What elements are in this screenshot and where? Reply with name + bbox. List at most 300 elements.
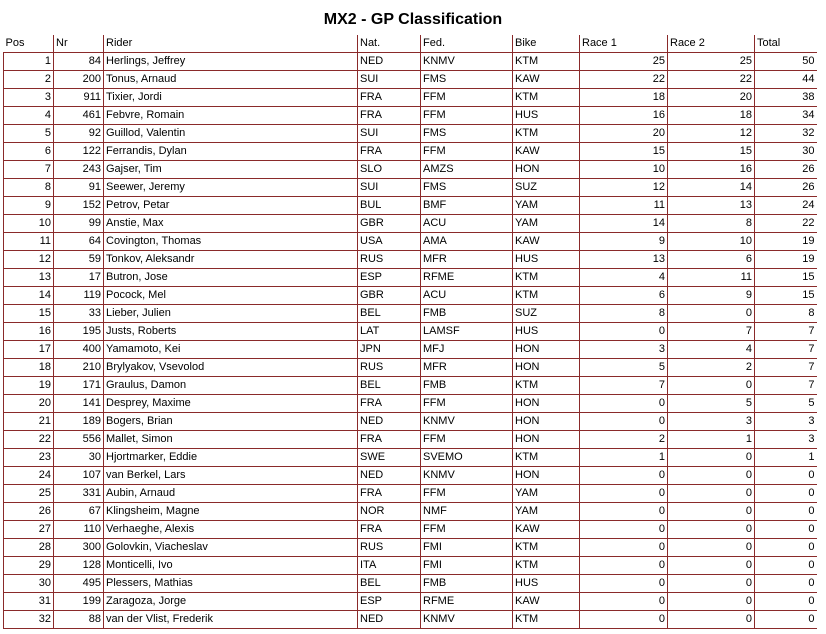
cell-race1: 22 [580, 71, 668, 89]
cell-nat: FRA [358, 521, 421, 539]
table-row [4, 377, 817, 395]
cell-nat: ESP [358, 593, 421, 611]
cell-fed: FMS [421, 179, 513, 197]
cell-race1: 0 [580, 557, 668, 575]
column-header-pos: Pos [4, 35, 54, 53]
cell-bike: KTM [513, 377, 580, 395]
cell-nr: 17 [54, 269, 104, 287]
table-row [4, 89, 817, 107]
cell-pos: 13 [4, 269, 54, 287]
cell-nat: NED [358, 53, 421, 71]
cell-nat: NED [358, 467, 421, 485]
cell-rider: Febvre, Romain [104, 107, 358, 125]
column-header-total: Total [755, 35, 817, 53]
cell-total: 30 [755, 143, 817, 161]
cell-nat: FRA [358, 485, 421, 503]
cell-race2: 12 [668, 125, 755, 143]
cell-bike: YAM [513, 215, 580, 233]
cell-rider: Golovkin, Viacheslav [104, 539, 358, 557]
cell-nat: BEL [358, 377, 421, 395]
cell-rider: Hjortmarker, Eddie [104, 449, 358, 467]
cell-nr: 99 [54, 215, 104, 233]
cell-pos: 18 [4, 359, 54, 377]
cell-race1: 13 [580, 251, 668, 269]
cell-pos: 15 [4, 305, 54, 323]
cell-race2: 0 [668, 557, 755, 575]
table-row [4, 395, 817, 413]
cell-nat: SLO [358, 161, 421, 179]
cell-nr: 556 [54, 431, 104, 449]
cell-rider: Mallet, Simon [104, 431, 358, 449]
table-row [4, 557, 817, 575]
cell-nr: 30 [54, 449, 104, 467]
cell-nat: NED [358, 611, 421, 629]
cell-nat: FRA [358, 395, 421, 413]
cell-race1: 3 [580, 341, 668, 359]
cell-nr: 243 [54, 161, 104, 179]
cell-rider: Tixier, Jordi [104, 89, 358, 107]
cell-bike: HON [513, 341, 580, 359]
cell-rider: Tonkov, Aleksandr [104, 251, 358, 269]
cell-fed: SVEMO [421, 449, 513, 467]
cell-nat: NED [358, 413, 421, 431]
cell-race1: 15 [580, 143, 668, 161]
cell-total: 15 [755, 269, 817, 287]
cell-race1: 20 [580, 125, 668, 143]
cell-fed: AMZS [421, 161, 513, 179]
cell-pos: 24 [4, 467, 54, 485]
cell-pos: 7 [4, 161, 54, 179]
cell-pos: 30 [4, 575, 54, 593]
cell-bike: KTM [513, 449, 580, 467]
cell-nr: 199 [54, 593, 104, 611]
cell-bike: KTM [513, 53, 580, 71]
cell-nat: USA [358, 233, 421, 251]
table-row [4, 305, 817, 323]
cell-race2: 22 [668, 71, 755, 89]
cell-rider: Graulus, Damon [104, 377, 358, 395]
cell-fed: FFM [421, 485, 513, 503]
cell-fed: FMB [421, 305, 513, 323]
cell-pos: 3 [4, 89, 54, 107]
cell-total: 26 [755, 161, 817, 179]
cell-rider: Plessers, Mathias [104, 575, 358, 593]
table-row [4, 341, 817, 359]
cell-total: 0 [755, 485, 817, 503]
cell-race1: 0 [580, 395, 668, 413]
table-row [4, 323, 817, 341]
table-row [4, 125, 817, 143]
cell-bike: KTM [513, 269, 580, 287]
cell-race2: 0 [668, 305, 755, 323]
cell-pos: 25 [4, 485, 54, 503]
cell-race2: 7 [668, 323, 755, 341]
cell-nr: 152 [54, 197, 104, 215]
cell-fed: NMF [421, 503, 513, 521]
cell-total: 38 [755, 89, 817, 107]
cell-race1: 11 [580, 197, 668, 215]
cell-rider: Zaragoza, Jorge [104, 593, 358, 611]
cell-nr: 110 [54, 521, 104, 539]
cell-rider: Butron, Jose [104, 269, 358, 287]
cell-pos: 6 [4, 143, 54, 161]
table-row [4, 71, 817, 89]
cell-fed: FFM [421, 107, 513, 125]
cell-rider: Bogers, Brian [104, 413, 358, 431]
cell-race1: 0 [580, 413, 668, 431]
cell-race2: 0 [668, 467, 755, 485]
cell-nr: 141 [54, 395, 104, 413]
cell-bike: HON [513, 467, 580, 485]
cell-nr: 33 [54, 305, 104, 323]
cell-pos: 9 [4, 197, 54, 215]
table-row [4, 431, 817, 449]
column-header-nat: Nat. [358, 35, 421, 53]
cell-race1: 8 [580, 305, 668, 323]
cell-total: 0 [755, 557, 817, 575]
cell-total: 44 [755, 71, 817, 89]
column-header-race1: Race 1 [580, 35, 668, 53]
cell-race2: 15 [668, 143, 755, 161]
table-row [4, 593, 817, 611]
cell-race2: 20 [668, 89, 755, 107]
cell-race1: 0 [580, 503, 668, 521]
cell-fed: RFME [421, 593, 513, 611]
table-row [4, 197, 817, 215]
column-header-bike: Bike [513, 35, 580, 53]
cell-rider: Guillod, Valentin [104, 125, 358, 143]
cell-pos: 23 [4, 449, 54, 467]
cell-race2: 9 [668, 287, 755, 305]
cell-pos: 1 [4, 53, 54, 71]
cell-nat: RUS [358, 359, 421, 377]
cell-bike: KTM [513, 539, 580, 557]
cell-nat: BEL [358, 575, 421, 593]
cell-race2: 0 [668, 485, 755, 503]
cell-bike: SUZ [513, 305, 580, 323]
cell-race1: 16 [580, 107, 668, 125]
cell-fed: FMB [421, 377, 513, 395]
cell-race2: 11 [668, 269, 755, 287]
cell-race2: 0 [668, 503, 755, 521]
cell-pos: 14 [4, 287, 54, 305]
cell-rider: van Berkel, Lars [104, 467, 358, 485]
cell-pos: 17 [4, 341, 54, 359]
cell-rider: Aubin, Arnaud [104, 485, 358, 503]
cell-rider: Covington, Thomas [104, 233, 358, 251]
cell-nat: FRA [358, 431, 421, 449]
cell-race1: 5 [580, 359, 668, 377]
cell-total: 3 [755, 413, 817, 431]
table-header-row [4, 35, 817, 53]
cell-fed: FFM [421, 431, 513, 449]
cell-nat: NOR [358, 503, 421, 521]
cell-race2: 3 [668, 413, 755, 431]
cell-nat: FRA [358, 89, 421, 107]
table-row [4, 575, 817, 593]
cell-race1: 0 [580, 575, 668, 593]
cell-fed: FFM [421, 521, 513, 539]
cell-race2: 14 [668, 179, 755, 197]
cell-nr: 128 [54, 557, 104, 575]
cell-bike: HUS [513, 323, 580, 341]
cell-total: 0 [755, 503, 817, 521]
cell-rider: Herlings, Jeffrey [104, 53, 358, 71]
cell-rider: Gajser, Tim [104, 161, 358, 179]
cell-total: 7 [755, 323, 817, 341]
cell-rider: Ferrandis, Dylan [104, 143, 358, 161]
cell-race1: 2 [580, 431, 668, 449]
cell-fed: BMF [421, 197, 513, 215]
cell-nat: ITA [358, 557, 421, 575]
cell-pos: 22 [4, 431, 54, 449]
cell-nat: RUS [358, 251, 421, 269]
table-row [4, 611, 817, 629]
table-row [4, 359, 817, 377]
cell-bike: HUS [513, 107, 580, 125]
cell-total: 7 [755, 359, 817, 377]
cell-nat: GBR [358, 215, 421, 233]
cell-race2: 8 [668, 215, 755, 233]
cell-pos: 31 [4, 593, 54, 611]
column-header-race2: Race 2 [668, 35, 755, 53]
table-row [4, 161, 817, 179]
cell-bike: HUS [513, 251, 580, 269]
cell-nr: 92 [54, 125, 104, 143]
table-row [4, 521, 817, 539]
cell-race1: 0 [580, 521, 668, 539]
cell-nr: 119 [54, 287, 104, 305]
cell-rider: Yamamoto, Kei [104, 341, 358, 359]
cell-race2: 0 [668, 611, 755, 629]
cell-race1: 0 [580, 323, 668, 341]
cell-total: 0 [755, 467, 817, 485]
cell-bike: HON [513, 359, 580, 377]
cell-bike: KTM [513, 89, 580, 107]
cell-bike: HUS [513, 575, 580, 593]
cell-nat: SUI [358, 125, 421, 143]
cell-nat: SUI [358, 71, 421, 89]
cell-rider: Anstie, Max [104, 215, 358, 233]
cell-nr: 64 [54, 233, 104, 251]
cell-race2: 0 [668, 593, 755, 611]
cell-fed: KNMV [421, 611, 513, 629]
cell-bike: HON [513, 395, 580, 413]
page-title: MX2 - GP Classification [323, 11, 503, 28]
table-row [4, 449, 817, 467]
cell-pos: 5 [4, 125, 54, 143]
cell-fed: LAMSF [421, 323, 513, 341]
cell-total: 32 [755, 125, 817, 143]
cell-pos: 32 [4, 611, 54, 629]
cell-total: 0 [755, 575, 817, 593]
cell-fed: FMS [421, 125, 513, 143]
cell-bike: YAM [513, 197, 580, 215]
cell-pos: 26 [4, 503, 54, 521]
cell-total: 1 [755, 449, 817, 467]
cell-bike: HON [513, 161, 580, 179]
cell-race2: 5 [668, 395, 755, 413]
cell-race1: 10 [580, 161, 668, 179]
cell-race1: 4 [580, 269, 668, 287]
cell-rider: Seewer, Jeremy [104, 179, 358, 197]
cell-fed: MFR [421, 359, 513, 377]
cell-rider: Monticelli, Ivo [104, 557, 358, 575]
cell-fed: KNMV [421, 413, 513, 431]
cell-fed: MFR [421, 251, 513, 269]
cell-nr: 189 [54, 413, 104, 431]
cell-rider: Lieber, Julien [104, 305, 358, 323]
classification-table [3, 35, 817, 629]
table-row [4, 539, 817, 557]
cell-bike: KAW [513, 143, 580, 161]
cell-bike: KTM [513, 125, 580, 143]
cell-rider: Klingsheim, Magne [104, 503, 358, 521]
cell-bike: KAW [513, 521, 580, 539]
cell-total: 0 [755, 593, 817, 611]
cell-pos: 4 [4, 107, 54, 125]
table-row [4, 107, 817, 125]
cell-fed: FMI [421, 557, 513, 575]
cell-race2: 10 [668, 233, 755, 251]
cell-race2: 13 [668, 197, 755, 215]
cell-fed: RFME [421, 269, 513, 287]
table-row [4, 413, 817, 431]
cell-race1: 9 [580, 233, 668, 251]
cell-bike: HON [513, 413, 580, 431]
column-header-fed: Fed. [421, 35, 513, 53]
cell-race1: 0 [580, 467, 668, 485]
cell-nr: 67 [54, 503, 104, 521]
cell-race1: 0 [580, 611, 668, 629]
cell-pos: 8 [4, 179, 54, 197]
cell-fed: FMB [421, 575, 513, 593]
cell-fed: FMS [421, 71, 513, 89]
cell-race1: 7 [580, 377, 668, 395]
cell-rider: Brylyakov, Vsevolod [104, 359, 358, 377]
column-header-nr: Nr [54, 35, 104, 53]
cell-race2: 0 [668, 449, 755, 467]
cell-nr: 911 [54, 89, 104, 107]
cell-race2: 18 [668, 107, 755, 125]
cell-total: 8 [755, 305, 817, 323]
cell-nat: BUL [358, 197, 421, 215]
cell-fed: FFM [421, 395, 513, 413]
cell-pos: 21 [4, 413, 54, 431]
cell-race1: 14 [580, 215, 668, 233]
table-row [4, 215, 817, 233]
cell-race1: 0 [580, 485, 668, 503]
cell-race2: 0 [668, 377, 755, 395]
cell-race2: 2 [668, 359, 755, 377]
cell-race1: 0 [580, 593, 668, 611]
cell-race1: 6 [580, 287, 668, 305]
cell-nat: BEL [358, 305, 421, 323]
cell-bike: YAM [513, 503, 580, 521]
cell-race2: 4 [668, 341, 755, 359]
cell-fed: KNMV [421, 53, 513, 71]
cell-bike: KTM [513, 287, 580, 305]
cell-fed: KNMV [421, 467, 513, 485]
cell-total: 24 [755, 197, 817, 215]
cell-bike: HON [513, 431, 580, 449]
cell-nat: GBR [358, 287, 421, 305]
cell-total: 19 [755, 233, 817, 251]
cell-nat: ESP [358, 269, 421, 287]
cell-race1: 18 [580, 89, 668, 107]
cell-pos: 28 [4, 539, 54, 557]
cell-nr: 200 [54, 71, 104, 89]
cell-rider: Desprey, Maxime [104, 395, 358, 413]
table-row [4, 143, 817, 161]
cell-fed: FFM [421, 143, 513, 161]
cell-nat: JPN [358, 341, 421, 359]
cell-nr: 84 [54, 53, 104, 71]
cell-rider: Tonus, Arnaud [104, 71, 358, 89]
cell-race1: 1 [580, 449, 668, 467]
cell-rider: Justs, Roberts [104, 323, 358, 341]
table-row [4, 269, 817, 287]
table-body [4, 53, 817, 629]
cell-pos: 29 [4, 557, 54, 575]
cell-total: 22 [755, 215, 817, 233]
table-row [4, 485, 817, 503]
cell-pos: 27 [4, 521, 54, 539]
cell-rider: Petrov, Petar [104, 197, 358, 215]
cell-nr: 59 [54, 251, 104, 269]
cell-rider: Pocock, Mel [104, 287, 358, 305]
table-row [4, 53, 817, 71]
cell-pos: 16 [4, 323, 54, 341]
cell-nr: 107 [54, 467, 104, 485]
cell-race2: 0 [668, 575, 755, 593]
cell-total: 34 [755, 107, 817, 125]
cell-rider: Verhaeghe, Alexis [104, 521, 358, 539]
cell-total: 0 [755, 521, 817, 539]
cell-nr: 400 [54, 341, 104, 359]
cell-fed: FFM [421, 89, 513, 107]
cell-total: 5 [755, 395, 817, 413]
cell-race1: 0 [580, 539, 668, 557]
cell-pos: 19 [4, 377, 54, 395]
cell-nr: 331 [54, 485, 104, 503]
cell-nr: 495 [54, 575, 104, 593]
cell-nat: RUS [358, 539, 421, 557]
table-row [4, 503, 817, 521]
cell-pos: 2 [4, 71, 54, 89]
cell-nat: LAT [358, 323, 421, 341]
cell-race2: 0 [668, 521, 755, 539]
cell-race2: 16 [668, 161, 755, 179]
cell-nat: SUI [358, 179, 421, 197]
cell-fed: MFJ [421, 341, 513, 359]
cell-fed: ACU [421, 215, 513, 233]
cell-race2: 1 [668, 431, 755, 449]
cell-nat: SWE [358, 449, 421, 467]
cell-nr: 122 [54, 143, 104, 161]
cell-bike: YAM [513, 485, 580, 503]
cell-total: 0 [755, 611, 817, 629]
cell-nr: 88 [54, 611, 104, 629]
cell-total: 50 [755, 53, 817, 71]
cell-total: 26 [755, 179, 817, 197]
cell-nr: 91 [54, 179, 104, 197]
cell-bike: KAW [513, 71, 580, 89]
cell-race2: 0 [668, 539, 755, 557]
cell-bike: KTM [513, 611, 580, 629]
cell-total: 0 [755, 539, 817, 557]
cell-pos: 12 [4, 251, 54, 269]
